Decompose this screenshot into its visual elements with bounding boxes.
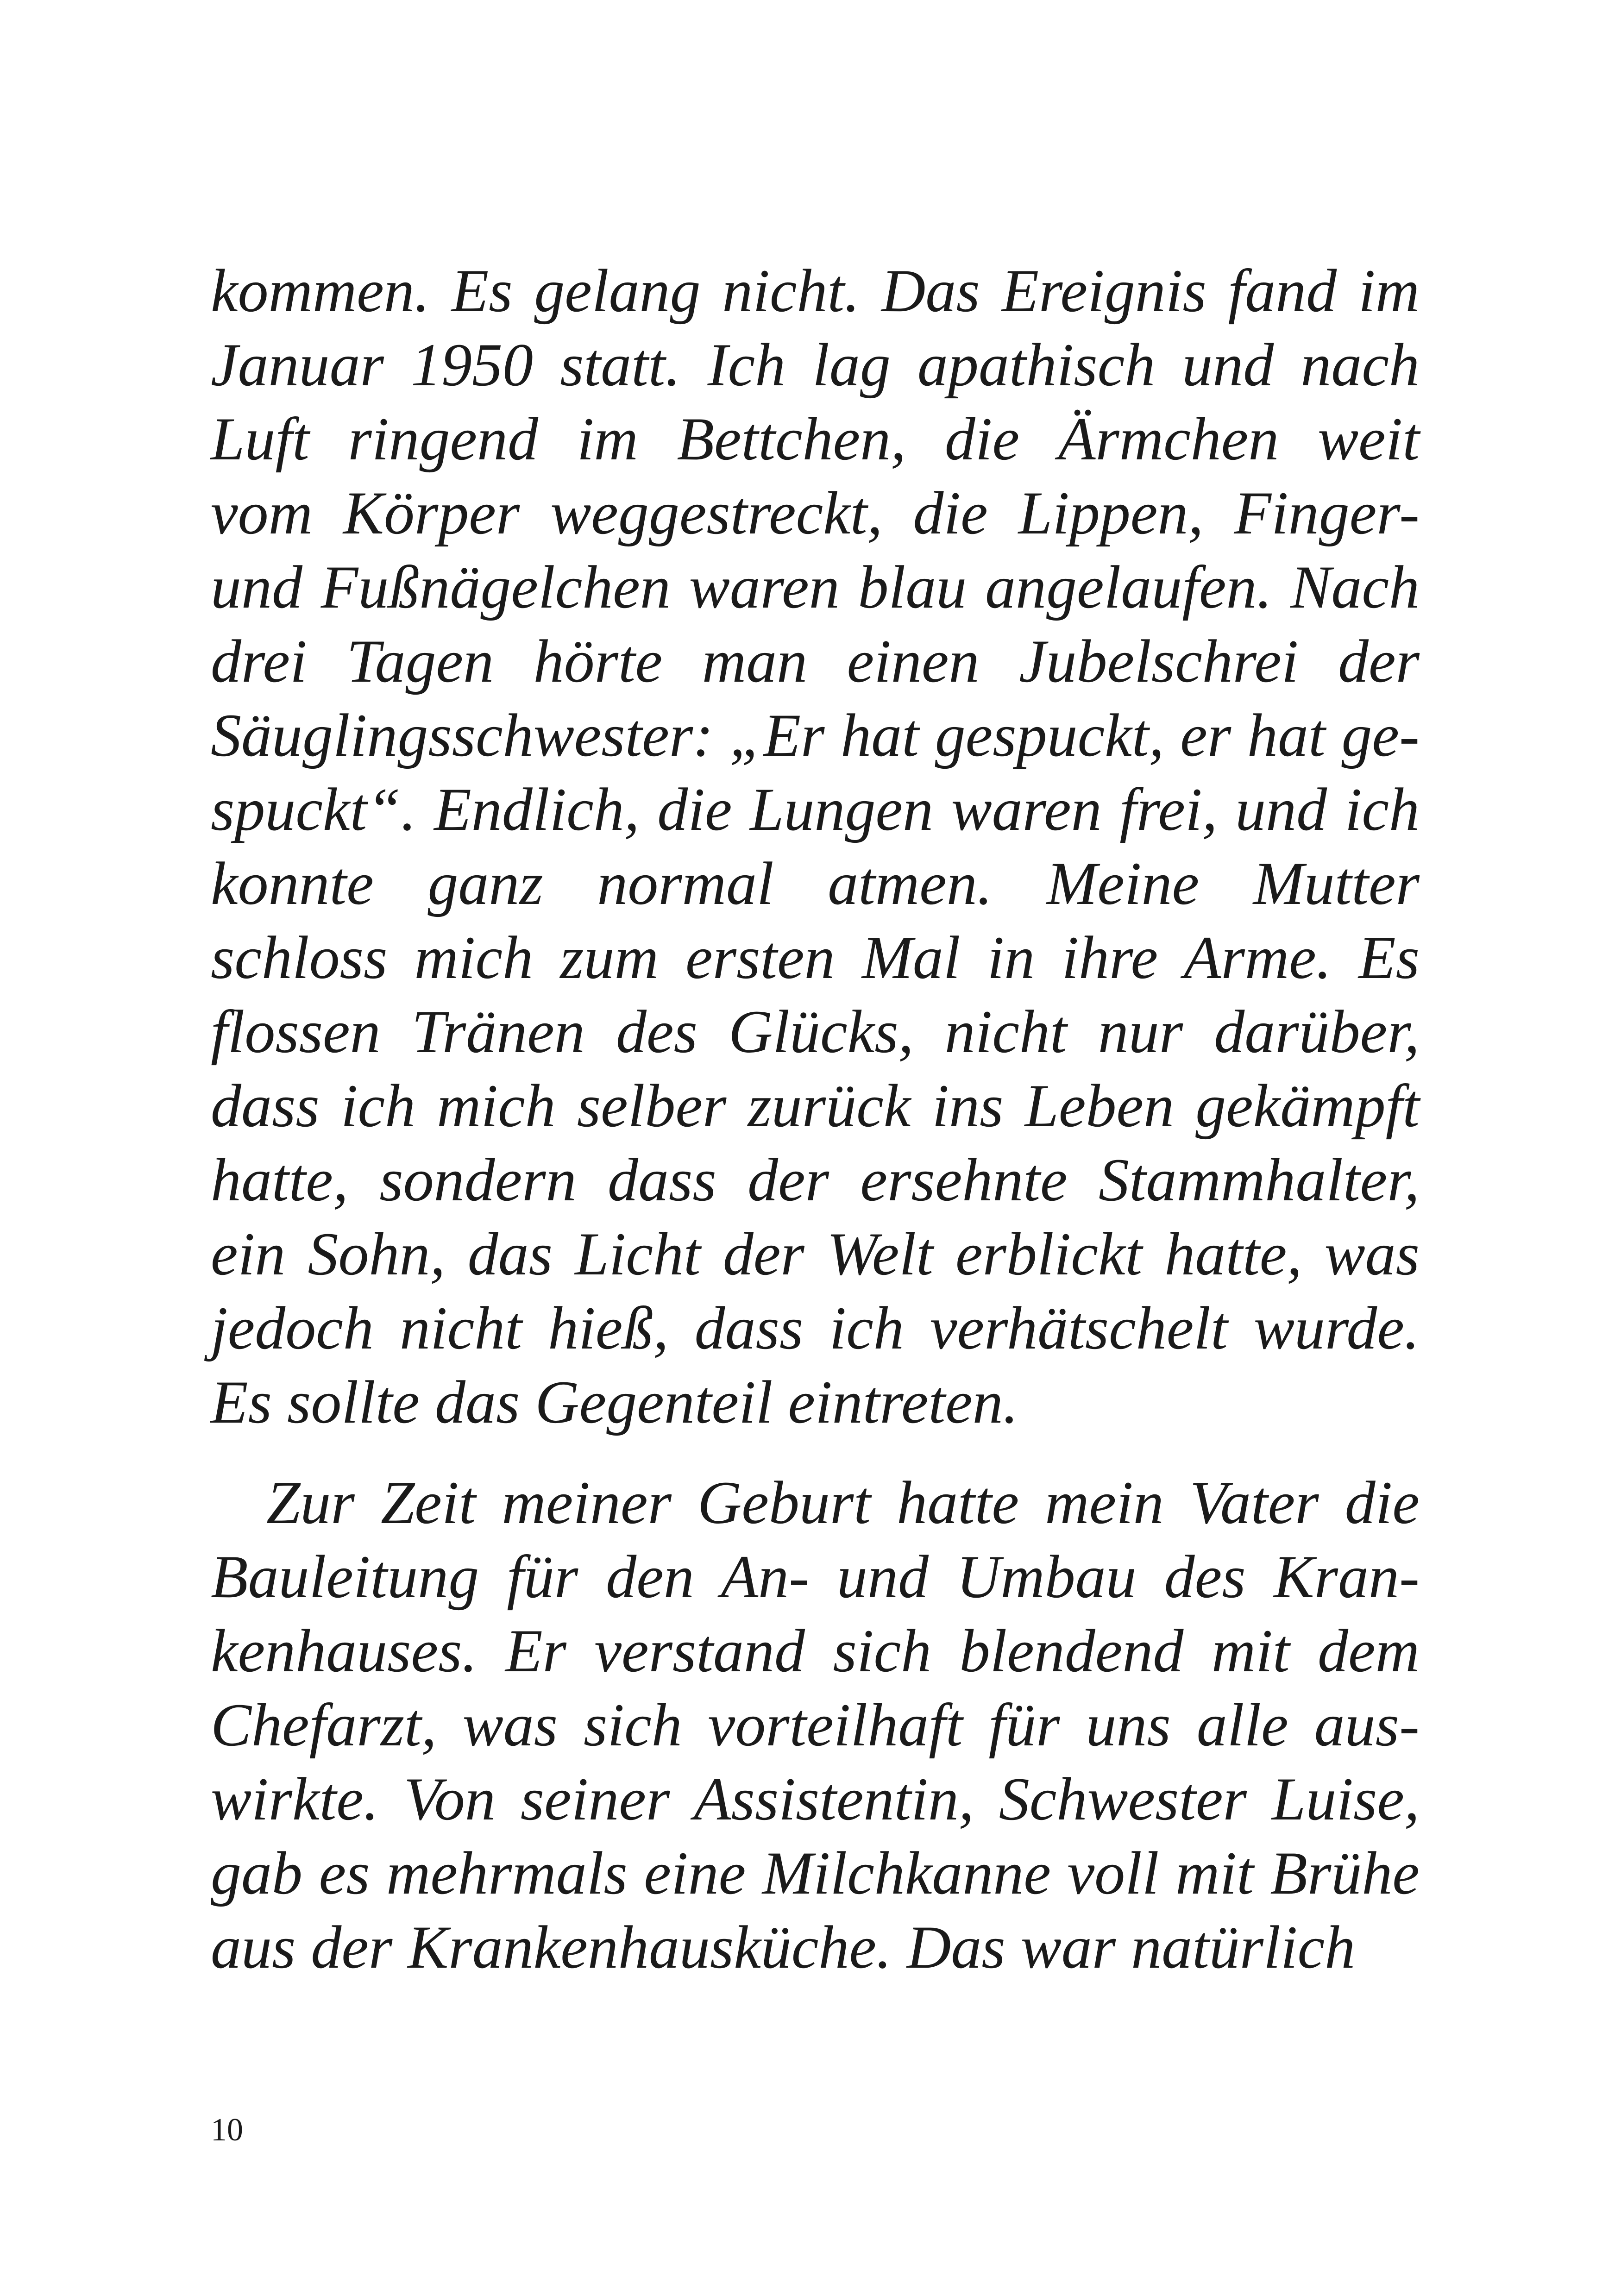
text-line: hatte, sondern dass der ersehnte Stammhalter, [211, 1146, 1420, 1214]
text-line: jedoch nicht hieß, dass ich verhätschelt wurde. [211, 1294, 1420, 1362]
text-line: schloss mich zum ersten Mal in ihre Arme. Es [211, 923, 1420, 991]
text-line: wirkte. Von seiner Assistentin, Schwester Luise, [211, 1765, 1420, 1833]
text-line: Januar 1950 statt. Ich lag apathisch und nach [211, 331, 1420, 399]
text-line: kommen. Es gelang nicht. Das Ereignis fand im [211, 257, 1420, 325]
text-line: Es sollte das Gegenteil eintreten. [211, 1368, 1018, 1436]
text-line: Chefarzt, was sich vorteilhaft für uns alle aus- [211, 1691, 1420, 1759]
text-line: Luft ringend im Bettchen, die Ärmchen weit [211, 405, 1420, 473]
paragraph-1 [211, 254, 1420, 1439]
text-line: und Fußnägelchen waren blau angelaufen. Nach [211, 553, 1420, 621]
text-line: flossen Tränen des Glücks, nicht nur darüber, [211, 997, 1420, 1066]
text-line: vom Körper weggestreckt, die Lippen, Finger- [211, 479, 1420, 547]
text-line: Zur Zeit meiner Geburt hatte mein Vater die [266, 1468, 1420, 1537]
text-line: Säuglingsschwester: „Er hat gespuckt, er hat ge- [211, 701, 1420, 769]
paragraph-2 [211, 1466, 1420, 1984]
text-line: dass ich mich selber zurück ins Leben gekämpft [211, 1072, 1420, 1140]
text-line: drei Tagen hörte man einen Jubelschrei der [211, 627, 1420, 695]
page-number: 10 [211, 2112, 243, 2148]
text-line: spuckt“. Endlich, die Lungen waren frei, und ich [211, 775, 1420, 843]
text-line: ein Sohn, das Licht der Welt erblickt hatte, was [211, 1220, 1420, 1288]
text-line: aus der Krankenhausküche. Das war natürlich [211, 1913, 1356, 1981]
text-line: konnte ganz normal atmen. Meine Mutter [211, 849, 1420, 917]
text-line: kenhauses. Er verstand sich blendend mit dem [211, 1617, 1420, 1685]
text-line: gab es mehrmals eine Milchkanne voll mit Brühe [211, 1839, 1420, 1907]
text-line: Bauleitung für den An- und Umbau des Kran- [211, 1543, 1420, 1611]
